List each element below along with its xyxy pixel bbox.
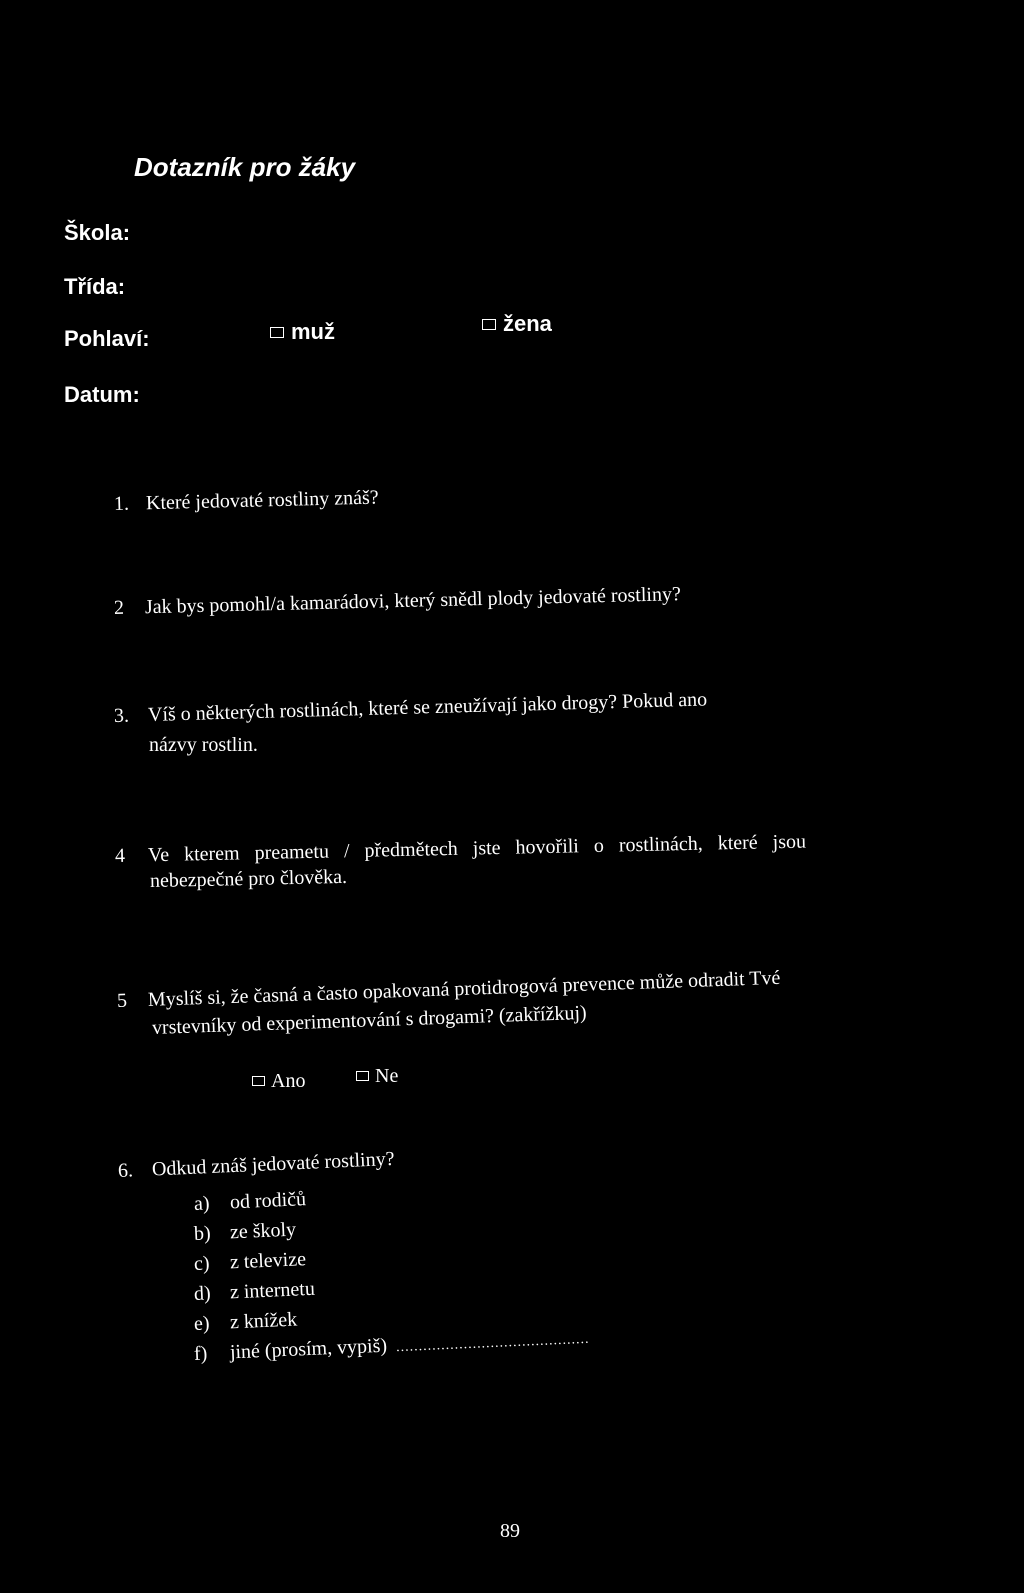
list-text: z internetu bbox=[229, 1277, 316, 1304]
list-item bbox=[193, 1278, 315, 1306]
answer-label: Ano bbox=[271, 1070, 306, 1092]
answer-no[interactable] bbox=[356, 1065, 398, 1088]
date-label: Datum: bbox=[64, 382, 140, 407]
question-number: 5 bbox=[116, 989, 128, 1012]
school-label: Škola: bbox=[64, 220, 131, 245]
question-text: Ve kterem preametu / předmětech jste hovořili o rostlinách, které jsou bbox=[147, 830, 807, 867]
list-item bbox=[193, 1188, 306, 1216]
checkbox-icon[interactable] bbox=[270, 327, 284, 338]
question-3 bbox=[114, 688, 708, 728]
gender-option-female[interactable] bbox=[482, 311, 552, 337]
question-text: Které jedovaté rostliny znáš? bbox=[145, 486, 379, 515]
list-item bbox=[193, 1309, 297, 1336]
gender-option-label: muž bbox=[291, 319, 335, 344]
list-item bbox=[193, 1219, 296, 1246]
list-item bbox=[193, 1248, 306, 1276]
answer-label: Ne bbox=[375, 1065, 399, 1087]
list-letter: a) bbox=[193, 1192, 210, 1215]
list-text: z knížek bbox=[229, 1308, 298, 1334]
question-2 bbox=[114, 583, 681, 620]
question-4-line2: nebezpečné pro člověka. bbox=[149, 865, 348, 892]
question-text: Myslíš si, že časná a často opakovaná protidrogová prevence může odradit Tvé bbox=[147, 966, 781, 1011]
list-text: ze školy bbox=[229, 1218, 297, 1244]
class-label: Třída: bbox=[64, 274, 126, 299]
question-4 bbox=[115, 831, 806, 868]
question-number: 3. bbox=[113, 704, 130, 727]
question-number: 4 bbox=[114, 844, 126, 867]
list-text: jiné (prosím, vypiš) bbox=[229, 1334, 388, 1364]
question-number: 2 bbox=[113, 596, 125, 619]
gender-option-male[interactable] bbox=[270, 319, 335, 345]
question-1 bbox=[114, 487, 379, 516]
question-text: Odkud znáš jedovaté rostliny? bbox=[151, 1147, 395, 1181]
question-3-line2: názvy rostlin. bbox=[149, 734, 258, 756]
gender-label: Pohlaví: bbox=[64, 326, 150, 351]
page-title: Dotazník pro žáky bbox=[134, 152, 356, 182]
page-number: 89 bbox=[500, 1520, 520, 1542]
question-text: Víš o některých rostlinách, které se zneužívají jako drogy? Pokud ano bbox=[147, 688, 708, 727]
list-letter: c) bbox=[193, 1252, 210, 1275]
gender-option-label: žena bbox=[503, 311, 552, 336]
list-letter: d) bbox=[193, 1282, 212, 1305]
question-6 bbox=[117, 1148, 394, 1183]
fill-in-line[interactable]: ........................................... bbox=[395, 1331, 590, 1356]
answer-yes[interactable] bbox=[252, 1070, 305, 1093]
checkbox-icon[interactable] bbox=[356, 1071, 369, 1081]
list-letter: e) bbox=[193, 1312, 210, 1335]
question-number: 1. bbox=[113, 492, 130, 515]
checkbox-icon[interactable] bbox=[482, 319, 496, 330]
question-number: 6. bbox=[117, 1159, 134, 1182]
question-text: Jak bys pomohl/a kamarádovi, který snědl plody jedovaté rostliny? bbox=[144, 583, 682, 619]
list-text: od rodičů bbox=[229, 1188, 307, 1214]
list-letter: f) bbox=[193, 1342, 208, 1365]
checkbox-icon[interactable] bbox=[252, 1076, 265, 1086]
question-5-line2: vrstevníky od experimentování s drogami? (zakřížkuj) bbox=[151, 1001, 587, 1039]
list-letter: b) bbox=[193, 1222, 212, 1245]
list-text: z televize bbox=[229, 1248, 307, 1274]
